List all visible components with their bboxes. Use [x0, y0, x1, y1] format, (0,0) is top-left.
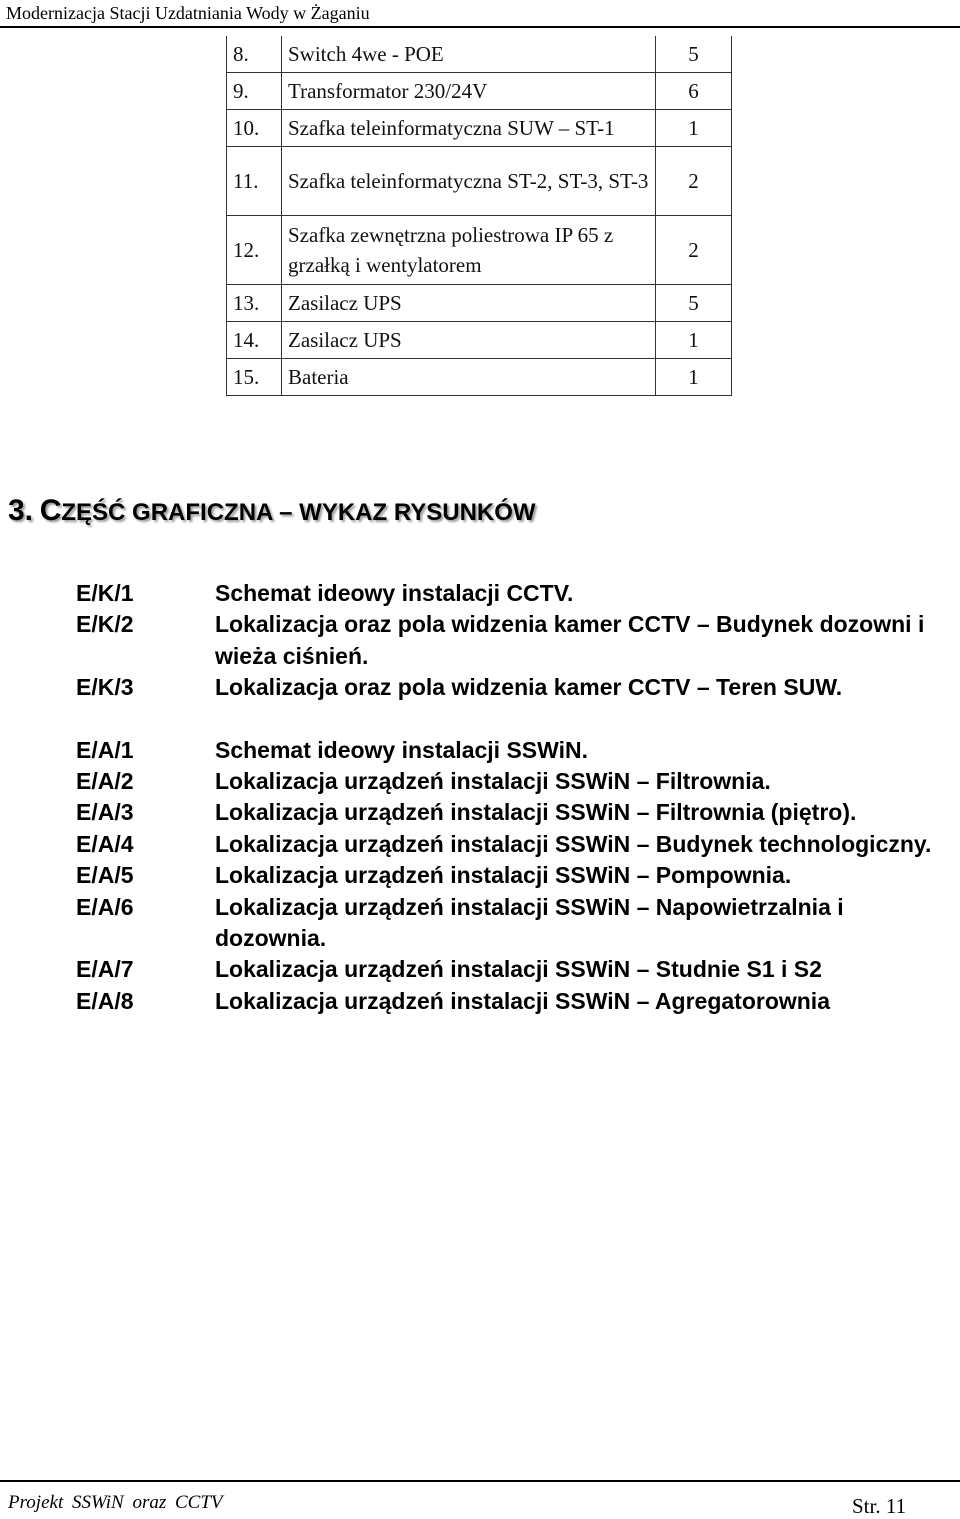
table-row	[227, 147, 732, 216]
row-number: 8.	[227, 36, 282, 73]
row-number: 14.	[227, 322, 282, 359]
table-row	[227, 216, 732, 285]
item-name: Szafka teleinformatyczna SUW – ST-1	[282, 110, 656, 147]
drawing-code: E/A/3	[76, 799, 134, 826]
item-name: Szafka zewnętrzna poliestrowa IP 65 z grzałką i wentylatorem	[282, 216, 656, 285]
list-item	[76, 829, 946, 860]
drawing-code: E/K/3	[76, 674, 134, 701]
table-row	[227, 110, 732, 147]
item-quantity: 1	[656, 359, 732, 396]
table-row	[227, 359, 732, 396]
row-number: 9.	[227, 73, 282, 110]
drawing-title: Lokalizacja urządzeń instalacji SSWiN – Napowietrzalnia i dozownia.	[215, 893, 844, 952]
drawing-code: E/A/4	[76, 830, 134, 857]
group-spacer	[76, 704, 946, 735]
row-number: 12.	[227, 216, 282, 285]
row-number: 15.	[227, 359, 282, 396]
drawing-title: Lokalizacja urządzeń instalacji SSWiN – Filtrownia (piętro).	[215, 799, 857, 826]
item-name: Szafka teleinformatyczna ST-2, ST-3, ST-3	[282, 147, 656, 216]
item-quantity: 2	[656, 216, 732, 285]
equipment-table	[226, 36, 732, 396]
drawing-code: E/K/2	[76, 611, 134, 638]
drawing-title: Lokalizacja oraz pola widzenia kamer CCTV – Teren SUW.	[215, 674, 843, 701]
item-quantity: 5	[656, 285, 732, 322]
list-item	[76, 578, 946, 609]
item-name: Zasilacz UPS	[282, 285, 656, 322]
drawing-code: E/A/8	[76, 987, 134, 1014]
drawing-code: E/A/6	[76, 893, 134, 920]
table-row	[227, 36, 732, 73]
row-number: 13.	[227, 285, 282, 322]
list-item	[76, 860, 946, 891]
drawing-code: E/A/7	[76, 956, 134, 983]
list-item	[76, 609, 946, 672]
list-item	[76, 986, 946, 1017]
drawing-title: Schemat ideowy instalacji SSWiN.	[215, 736, 589, 763]
drawing-title: Lokalizacja urządzeń instalacji SSWiN – Pompownia.	[215, 862, 792, 889]
item-quantity: 6	[656, 73, 732, 110]
list-item	[76, 892, 946, 955]
item-name: Zasilacz UPS	[282, 322, 656, 359]
row-number: 11.	[227, 147, 282, 216]
item-quantity: 2	[656, 147, 732, 216]
drawing-code: E/A/2	[76, 768, 134, 795]
list-item	[76, 797, 946, 828]
item-quantity: 1	[656, 110, 732, 147]
page-number: Str. 11	[852, 1494, 907, 1518]
drawing-code: E/A/1	[76, 736, 134, 763]
section-title: ZĘŚĆ GRAFICZNA – WYKAZ RYSUNKÓW	[61, 499, 536, 526]
list-item	[76, 766, 946, 797]
list-item	[76, 735, 946, 766]
item-name: Transformator 230/24V	[282, 73, 656, 110]
drawing-list	[76, 578, 946, 1017]
item-quantity: 1	[656, 322, 732, 359]
drawing-title: Lokalizacja urządzeń instalacji SSWiN – Agregatorownia	[215, 987, 830, 1014]
item-name: Switch 4we - POE	[282, 36, 656, 73]
footer-rule	[0, 1480, 960, 1482]
section-heading	[8, 494, 536, 528]
table-row	[227, 322, 732, 359]
section-title-initial: C	[39, 494, 62, 527]
list-item	[76, 954, 946, 985]
drawing-title: Lokalizacja urządzeń instalacji SSWiN – Filtrownia.	[215, 768, 771, 795]
drawing-title: Schemat ideowy instalacji CCTV.	[215, 580, 574, 606]
drawing-title: Lokalizacja urządzeń instalacji SSWiN – Studnie S1 i S2	[215, 956, 822, 983]
drawing-title: Lokalizacja oraz pola widzenia kamer CCTV – Budynek dozowni i wieża ciśnień.	[215, 611, 925, 669]
document-header-title: Modernizacja Stacji Uzdatniania Wody w Żaganiu	[6, 3, 370, 23]
item-quantity: 5	[656, 36, 732, 73]
row-number: 10.	[227, 110, 282, 147]
list-item	[76, 672, 946, 703]
section-number: 3.	[8, 494, 34, 527]
drawing-code: E/A/5	[76, 862, 134, 889]
header-rule	[0, 26, 960, 28]
table-row	[227, 285, 732, 322]
drawing-code: E/K/1	[76, 580, 134, 606]
drawing-title: Lokalizacja urządzeń instalacji SSWiN – Budynek technologiczny.	[215, 830, 932, 857]
table-row	[227, 73, 732, 110]
item-name: Bateria	[282, 359, 656, 396]
footer-project-name: Projekt SSWiN oraz CCTV	[8, 1492, 223, 1513]
